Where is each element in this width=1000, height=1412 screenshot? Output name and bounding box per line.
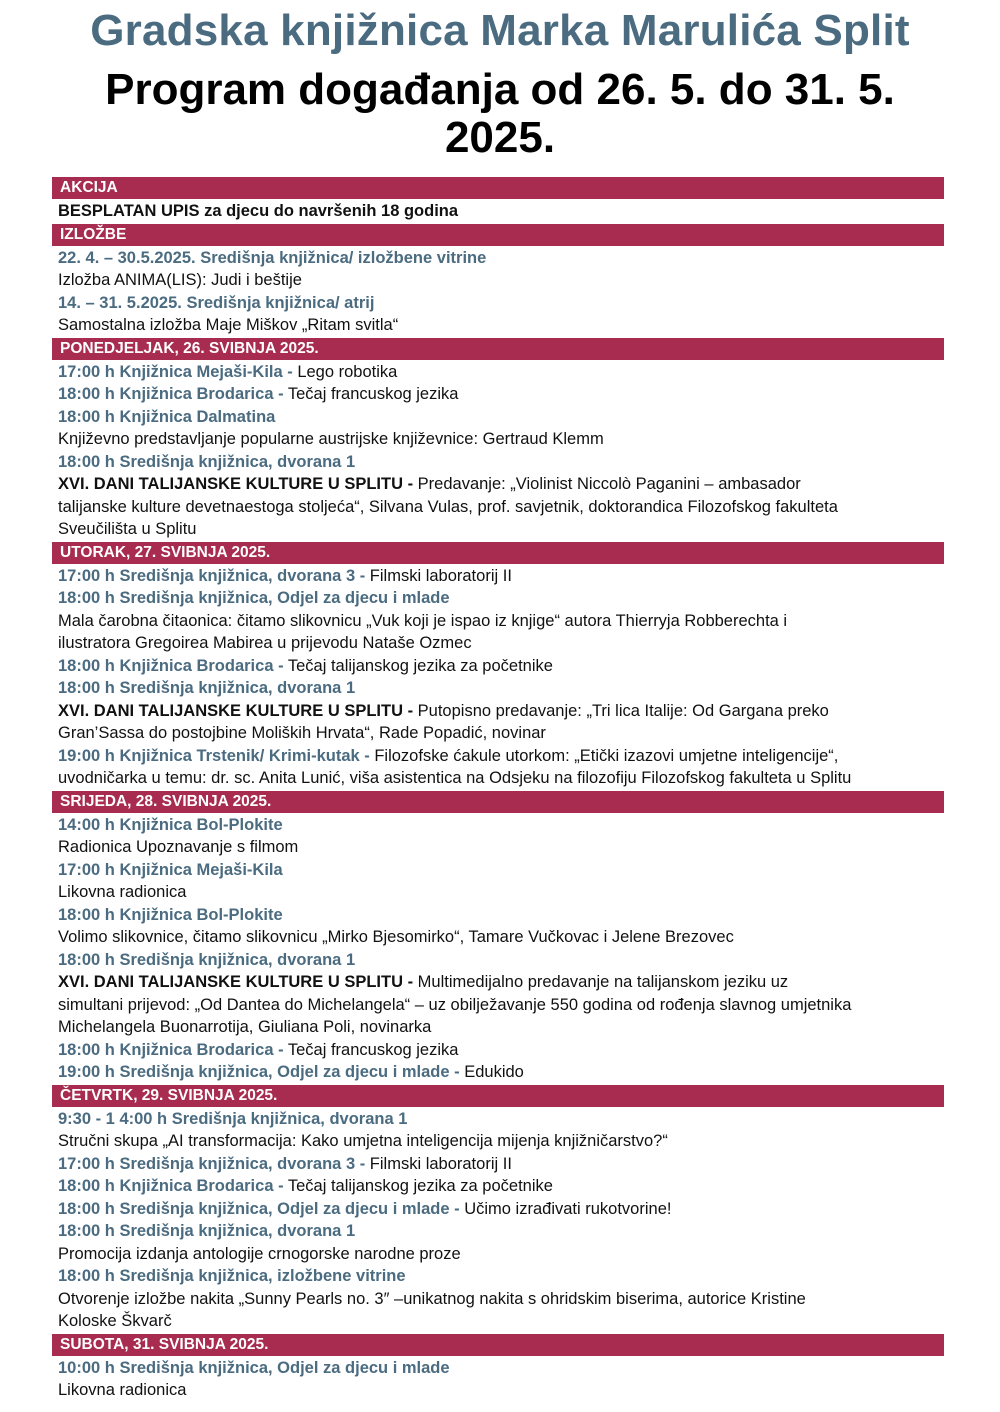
event-description: Edukido [459,1063,524,1081]
program-title-line1: Program događanja od 26. 5. do 31. 5. [105,65,895,114]
event-description: talijanske kulture devetnaestoga stoljeća“, Silvana Vulas, prof. savjetnik, doktorandica Filozofskog fakulteta [58,497,838,516]
event-description: Likovna radionica [58,1381,187,1399]
event-location: 18:00 h Središnja knjižnica, Odjel za djecu i mlade - [58,1199,460,1218]
event-location: 17:00 h Središnja knjižnica, dvorana 3 - [58,1154,366,1173]
event-location: 18:00 h Središnja knjižnica, dvorana 1 [58,452,356,471]
section-header-tuesday: UTORAK, 27. SVIBNJA 2025. [52,542,944,564]
event-description: Promocija izdanja antologije crnogorske narodne proze [58,1244,461,1263]
event-location: 18:00 h Knjižnica Bol-Plokite [58,905,283,924]
event-description: Michelangela Buonarrotija, Giuliana Poli, novinarka [58,1018,432,1036]
event-location: 18:00 h Središnja knjižnica, dvorana 1 [58,679,356,697]
event-description: Radionica Upoznavanje s filmom [58,838,299,856]
section-header-saturday: SUBOTA, 31. SVIBNJA 2025. [52,1334,944,1356]
program-content [52,176,944,1402]
event-location: 17:00 h Knjižnica Mejaši-Kila [58,860,283,879]
section-header-thursday: ČETVRTK, 29. SVIBNJA 2025. [52,1085,944,1107]
event-description: Likovna radionica [58,883,187,901]
event-location: 10:00 h Središnja knjižnica, Odjel za djecu i mlade [58,1358,450,1377]
event-item [52,700,944,723]
event-description: Učimo izrađivati rukotvorine! [459,1199,672,1218]
event-description: Lego robotika [292,362,398,381]
event-item [52,971,944,994]
event-location: 18:00 h Knjižnica Brodarica - [58,1177,284,1195]
program-title-line2: 2025. [444,113,556,162]
event-description: Tečaj francuskog jezika [283,1040,459,1059]
event-description: Tečaj francuskog jezika [283,385,459,403]
event-item [52,1175,944,1198]
event-location: 18:00 h Knjižnica Brodarica - [58,1040,284,1059]
event-series: XVI. DANI TALIJANSKE KULTURE U SPLITU - [58,475,414,493]
event-item [52,361,944,384]
event-location: 19:00 h Središnja knjižnica, Odjel za djecu i mlade - [58,1063,460,1081]
event-description: Predavanje: „Violinist Niccolò Paganini – ambasador [413,475,801,493]
event-description: uvodničarka u temu: dr. sc. Anita Lunić, viša asistentica na Odsjeku na filozofiju Filozofskog fakulteta u Splitu [58,769,852,787]
event-series: XVI. DANI TALIJANSKE KULTURE U SPLITU - [58,701,414,720]
event-description: Filmski laboratorij II [365,566,512,585]
event-description: Tečaj talijanskog jezika za početnike [283,1177,553,1195]
section-header-monday: PONEDJELJAK, 26. SVIBNJA 2025. [52,338,944,360]
event-description: Samostalna izložba Maje Miškov „Ritam svitla“ [58,316,399,334]
event-location: 14. – 31. 5.2025. Središnja knjižnica/ atrij [58,293,375,312]
event-description: Stručni skupa „AI transformacija: Kako umjetna inteligencija mijenja knjižničarstvo?“ [58,1132,668,1150]
event-location: 18:00 h Središnja knjižnica, dvorana 1 [58,1222,356,1240]
event-location: 18:00 h Knjižnica Brodarica - [58,385,284,403]
event-series: XVI. DANI TALIJANSKE KULTURE U SPLITU - [58,973,414,991]
event-description: Tečaj talijanskog jezika za početnike [283,656,553,675]
event-description: Multimedijalno predavanje na talijanskom jeziku uz [413,973,789,991]
event-description: Putopisno predavanje: „Tri lica Italije: Od Gargana preko [413,701,829,720]
library-title: Gradska knjižnica Marka Marulića Split [90,6,910,55]
event-item [52,1153,944,1176]
event-location: 14:00 h Knjižnica Bol-Plokite [58,815,283,834]
event-location: 19:00 h Knjižnica Trstenik/ Krimi-kutak - [58,746,370,765]
event-description: Gran’Sassa do postojbine Moliških Hrvata“, Rade Popadić, novinar [58,724,546,742]
event-location: 9:30 - 1 4:00 h Središnja knjižnica, dvorana 1 [58,1109,408,1128]
section-header-akcija: AKCIJA [52,177,944,199]
akcija-text: BESPLATAN UPIS za djecu do navršenih 18 godina [58,202,459,220]
section-header-wednesday: SRIJEDA, 28. SVIBNJA 2025. [52,791,944,813]
event-location: 18:00 h Središnja knjižnica, dvorana 1 [58,950,356,969]
section-header-izlozbe: IZLOŽBE [52,224,944,246]
event-location: 18:00 h Središnja knjižnica, izložbene vitrine [58,1267,406,1285]
event-item [52,1061,944,1084]
event-description: Izložba ANIMA(LIS): Judi i beštije [58,271,302,289]
event-item [52,565,944,588]
event-description: simultani prijevod: „Od Dantea do Michelangela“ – uz obilježavanje 550 godina od rođenja slavnog umjetnika [58,995,852,1014]
event-item [52,473,944,496]
event-location: 22. 4. – 30.5.2025. Središnja knjižnica/ izložbene vitrine [58,248,487,267]
event-description: ilustratora Gregoirea Mabirea u prijevodu Nataše Ozmec [58,634,472,652]
event-description: Volimo slikovnice, čitamo slikovnicu „Mirko Bjesomirko“, Tamare Vučkovac i Jelene Brezovec [58,928,734,946]
event-location: 17:00 h Knjižnica Mejaši-Kila - [58,362,293,381]
event-description: Koloske Škvarč [58,1312,172,1330]
event-description: Književno predstavljanje popularne austrijske književnice: Gertraud Klemm [58,430,604,448]
event-description: Filozofske ćakule utorkom: „Etički izazovi umjetne inteligencije“, [369,746,839,765]
event-description: Mala čarobna čitaonica: čitamo slikovnicu „Vuk koji je ispao iz knjige“ autora Thierryja Robberechta i [58,611,788,630]
event-location: 18:00 h Knjižnica Brodarica - [58,656,284,675]
event-item [52,1198,944,1221]
event-location: 18:00 h Knjižnica Dalmatina [58,407,276,426]
event-item [52,745,944,768]
event-description: Sveučilišta u Splitu [58,520,197,538]
event-item [52,1039,944,1062]
event-description: Otvorenje izložbe nakita „Sunny Pearls no. 3″ –unikatnog nakita s ohridskim biserima, autorice Kristine [58,1289,806,1308]
event-location: 18:00 h Središnja knjižnica, Odjel za djecu i mlade [58,589,450,607]
event-location: 17:00 h Središnja knjižnica, dvorana 3 - [58,566,366,585]
event-description: Filmski laboratorij II [365,1154,512,1173]
program-title [0,66,1000,162]
event-item [52,383,944,406]
event-item [52,655,944,678]
